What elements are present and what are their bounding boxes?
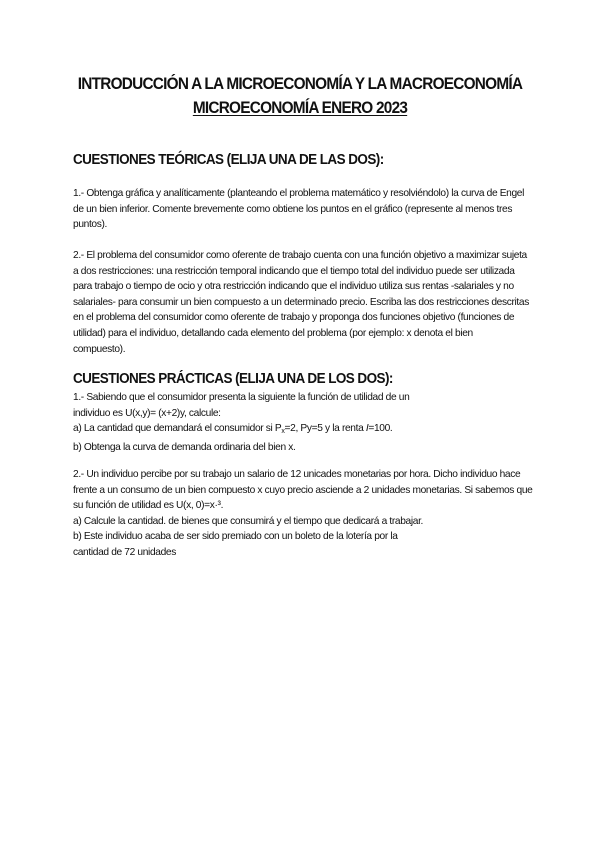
document-title: INTRODUCCIÓN A LA MICROECONOMÍA Y LA MACROECONOMÍA [77, 75, 523, 93]
text-line: en el problema del consumidor como oferente de trabajo y proponga dos funciones objetivo (funciones de [73, 312, 515, 324]
text-line: compuesto). [73, 343, 126, 355]
practice-question-2 [73, 467, 535, 561]
theory-question-2 [73, 248, 535, 357]
text-line: a) Calcule la cantidad. de bienes que consumirá y el tiempo que dedicará a trabajar. [73, 515, 424, 527]
text-fragment: a) La cantidad que demandará el consumidor si P [73, 423, 282, 435]
text-line [73, 421, 535, 440]
text-fragment: =100. [368, 423, 393, 435]
text-line: 1.- Sabiendo que el consumidor presenta la siguiente la función de utilidad de un [73, 392, 410, 403]
subscript: x [281, 428, 285, 436]
text-line: b) Obtenga la curva de demanda ordinaria del bien x. [73, 441, 296, 453]
italic-symbol: I [365, 423, 369, 435]
text-line: de un bien inferior. Comente brevemente como obtiene los puntos en el gráfico (represente al menos tres [73, 203, 513, 215]
document-header [0, 72, 600, 120]
document-subtitle: MICROECONOMÍA ENERO 2023 [192, 99, 408, 117]
text-line: 2.- Un individuo percibe por su trabajo un salario de 12 unicades monetarias por hora. Dicho individuo hace [73, 469, 521, 480]
text-line: puntos). [73, 219, 108, 231]
text-line: salariales- para consumir un bien compuesto a un determinado precio. Escriba las dos restricciones descritas [73, 296, 529, 308]
text-fragment: =2, Py=5 y la renta [284, 423, 366, 435]
text-line: individuo es U(x,y)= (x+2)y, calcule: [73, 407, 221, 419]
text-line: cantidad de 72 unidades [73, 546, 176, 558]
text-line: b) Este individuo acaba de ser sido premiado con un boleto de la lotería por la [73, 531, 398, 543]
theory-heading: CUESTIONES TEÓRICAS (ELIJA UNA DE LAS DOS): [73, 152, 384, 168]
practice-heading: CUESTIONES PRÁCTICAS (ELIJA UNA DE LOS DOS): [73, 371, 393, 387]
text-line: 2.- El problema del consumidor como oferente de trabajo cuenta con una función objetivo a maximizar sujeta [73, 250, 527, 261]
text-line: 1.- Obtenga gráfica y analíticamente (planteando el problema matemático y resolviéndolo) la curva de Engel [73, 188, 525, 199]
text-line: su función de utilidad es U(x, 0)=x·³. [73, 500, 224, 512]
text-line: utilidad) para el individuo, detallando cada elemento del problema (por ejemplo: x denota el bien [73, 327, 473, 339]
practice-question-1 [73, 390, 535, 455]
text-line: frente a un consumo de un bien compuesto x cuyo precio asciende a 2 unidades monetarias. Si sabemos que [73, 484, 533, 496]
theory-question-1 [73, 186, 535, 233]
text-line: para trabajo o tiempo de ocio y otra restricción indicando que el individuo utiliza sus rentas -salariales y no [73, 281, 514, 293]
text-line: a dos restricciones: una restricción temporal indicando que el tiempo total del individuo puede ser utilizada [73, 265, 515, 277]
